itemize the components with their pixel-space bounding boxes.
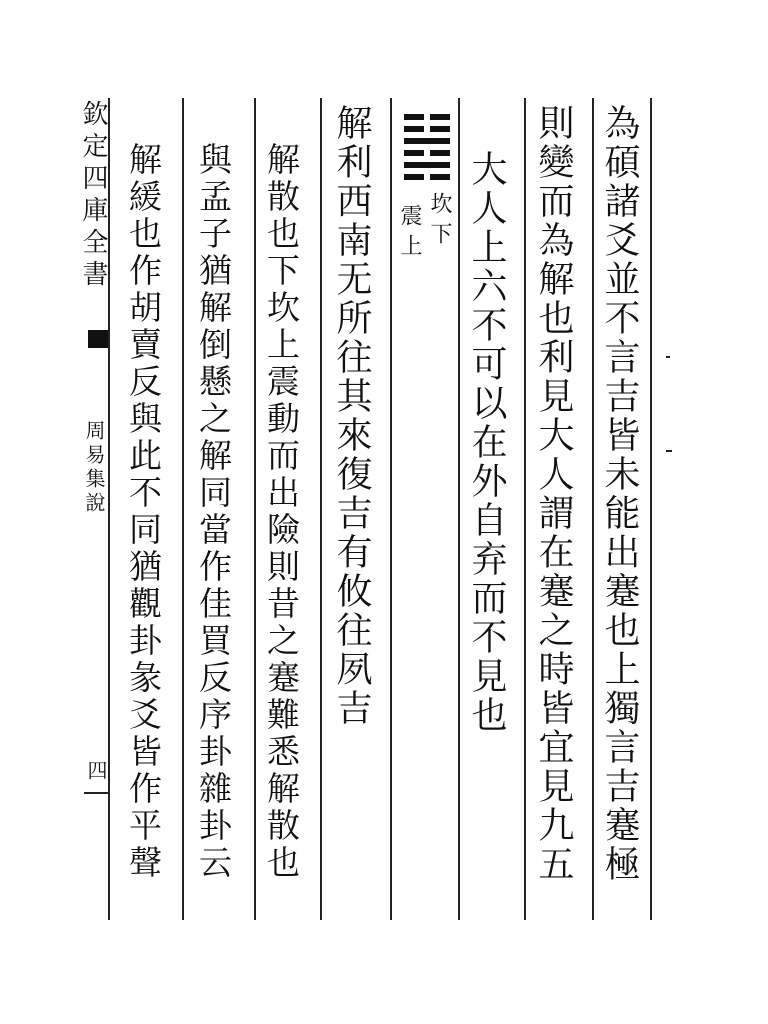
hexagram-line <box>404 138 450 144</box>
text-column-1: 為碩諸爻並不言吉皆未能出蹇也上獨言吉蹇極 <box>599 104 640 884</box>
frame-right-border <box>650 98 652 920</box>
edge-mark <box>666 450 672 452</box>
hexagram-line <box>404 126 450 132</box>
hexagram-line <box>404 150 450 156</box>
text-column-3: 大人上六不可以在外自弃而不見也 <box>466 150 507 735</box>
margin-page-number: 四 <box>84 760 108 784</box>
edge-mark <box>666 356 670 358</box>
text-column-6: 與孟子猶解倒懸之解同當作佳買反序卦雜卦云 <box>194 142 233 882</box>
column-rule <box>320 98 322 920</box>
margin-book-title: 周易集說 <box>82 420 106 516</box>
text-column-2: 則變而為解也利見大人謂在蹇之時皆宜見九五 <box>533 104 574 884</box>
column-rule <box>390 98 392 920</box>
hexagram-line <box>404 174 450 180</box>
frame-left-border <box>108 98 110 920</box>
column-rule <box>458 98 460 920</box>
margin-page-rule <box>84 792 110 794</box>
hexagram-line <box>404 114 450 120</box>
column-rule <box>254 98 256 920</box>
column-rule <box>592 98 594 920</box>
column-rule <box>182 98 184 920</box>
text-column-4: 解利西南无所往其來復吉有攸往夙吉 <box>331 104 372 728</box>
hexagram-jie-icon <box>404 114 450 186</box>
hexagram-line <box>404 162 450 168</box>
margin-title: 欽定四庫全書 <box>78 100 108 292</box>
text-column-5: 解散也下坎上震動而出險則昔之蹇難悉解散也 <box>262 142 301 882</box>
text-column-7: 解緩也作胡賣反與此不同猶觀卦彖爻皆作平聲 <box>124 142 163 882</box>
margin-black-tab <box>88 330 110 348</box>
trigram-upper-label: 震上 <box>397 204 422 264</box>
trigram-lower-label: 坎下 <box>427 192 452 252</box>
column-rule <box>524 98 526 920</box>
